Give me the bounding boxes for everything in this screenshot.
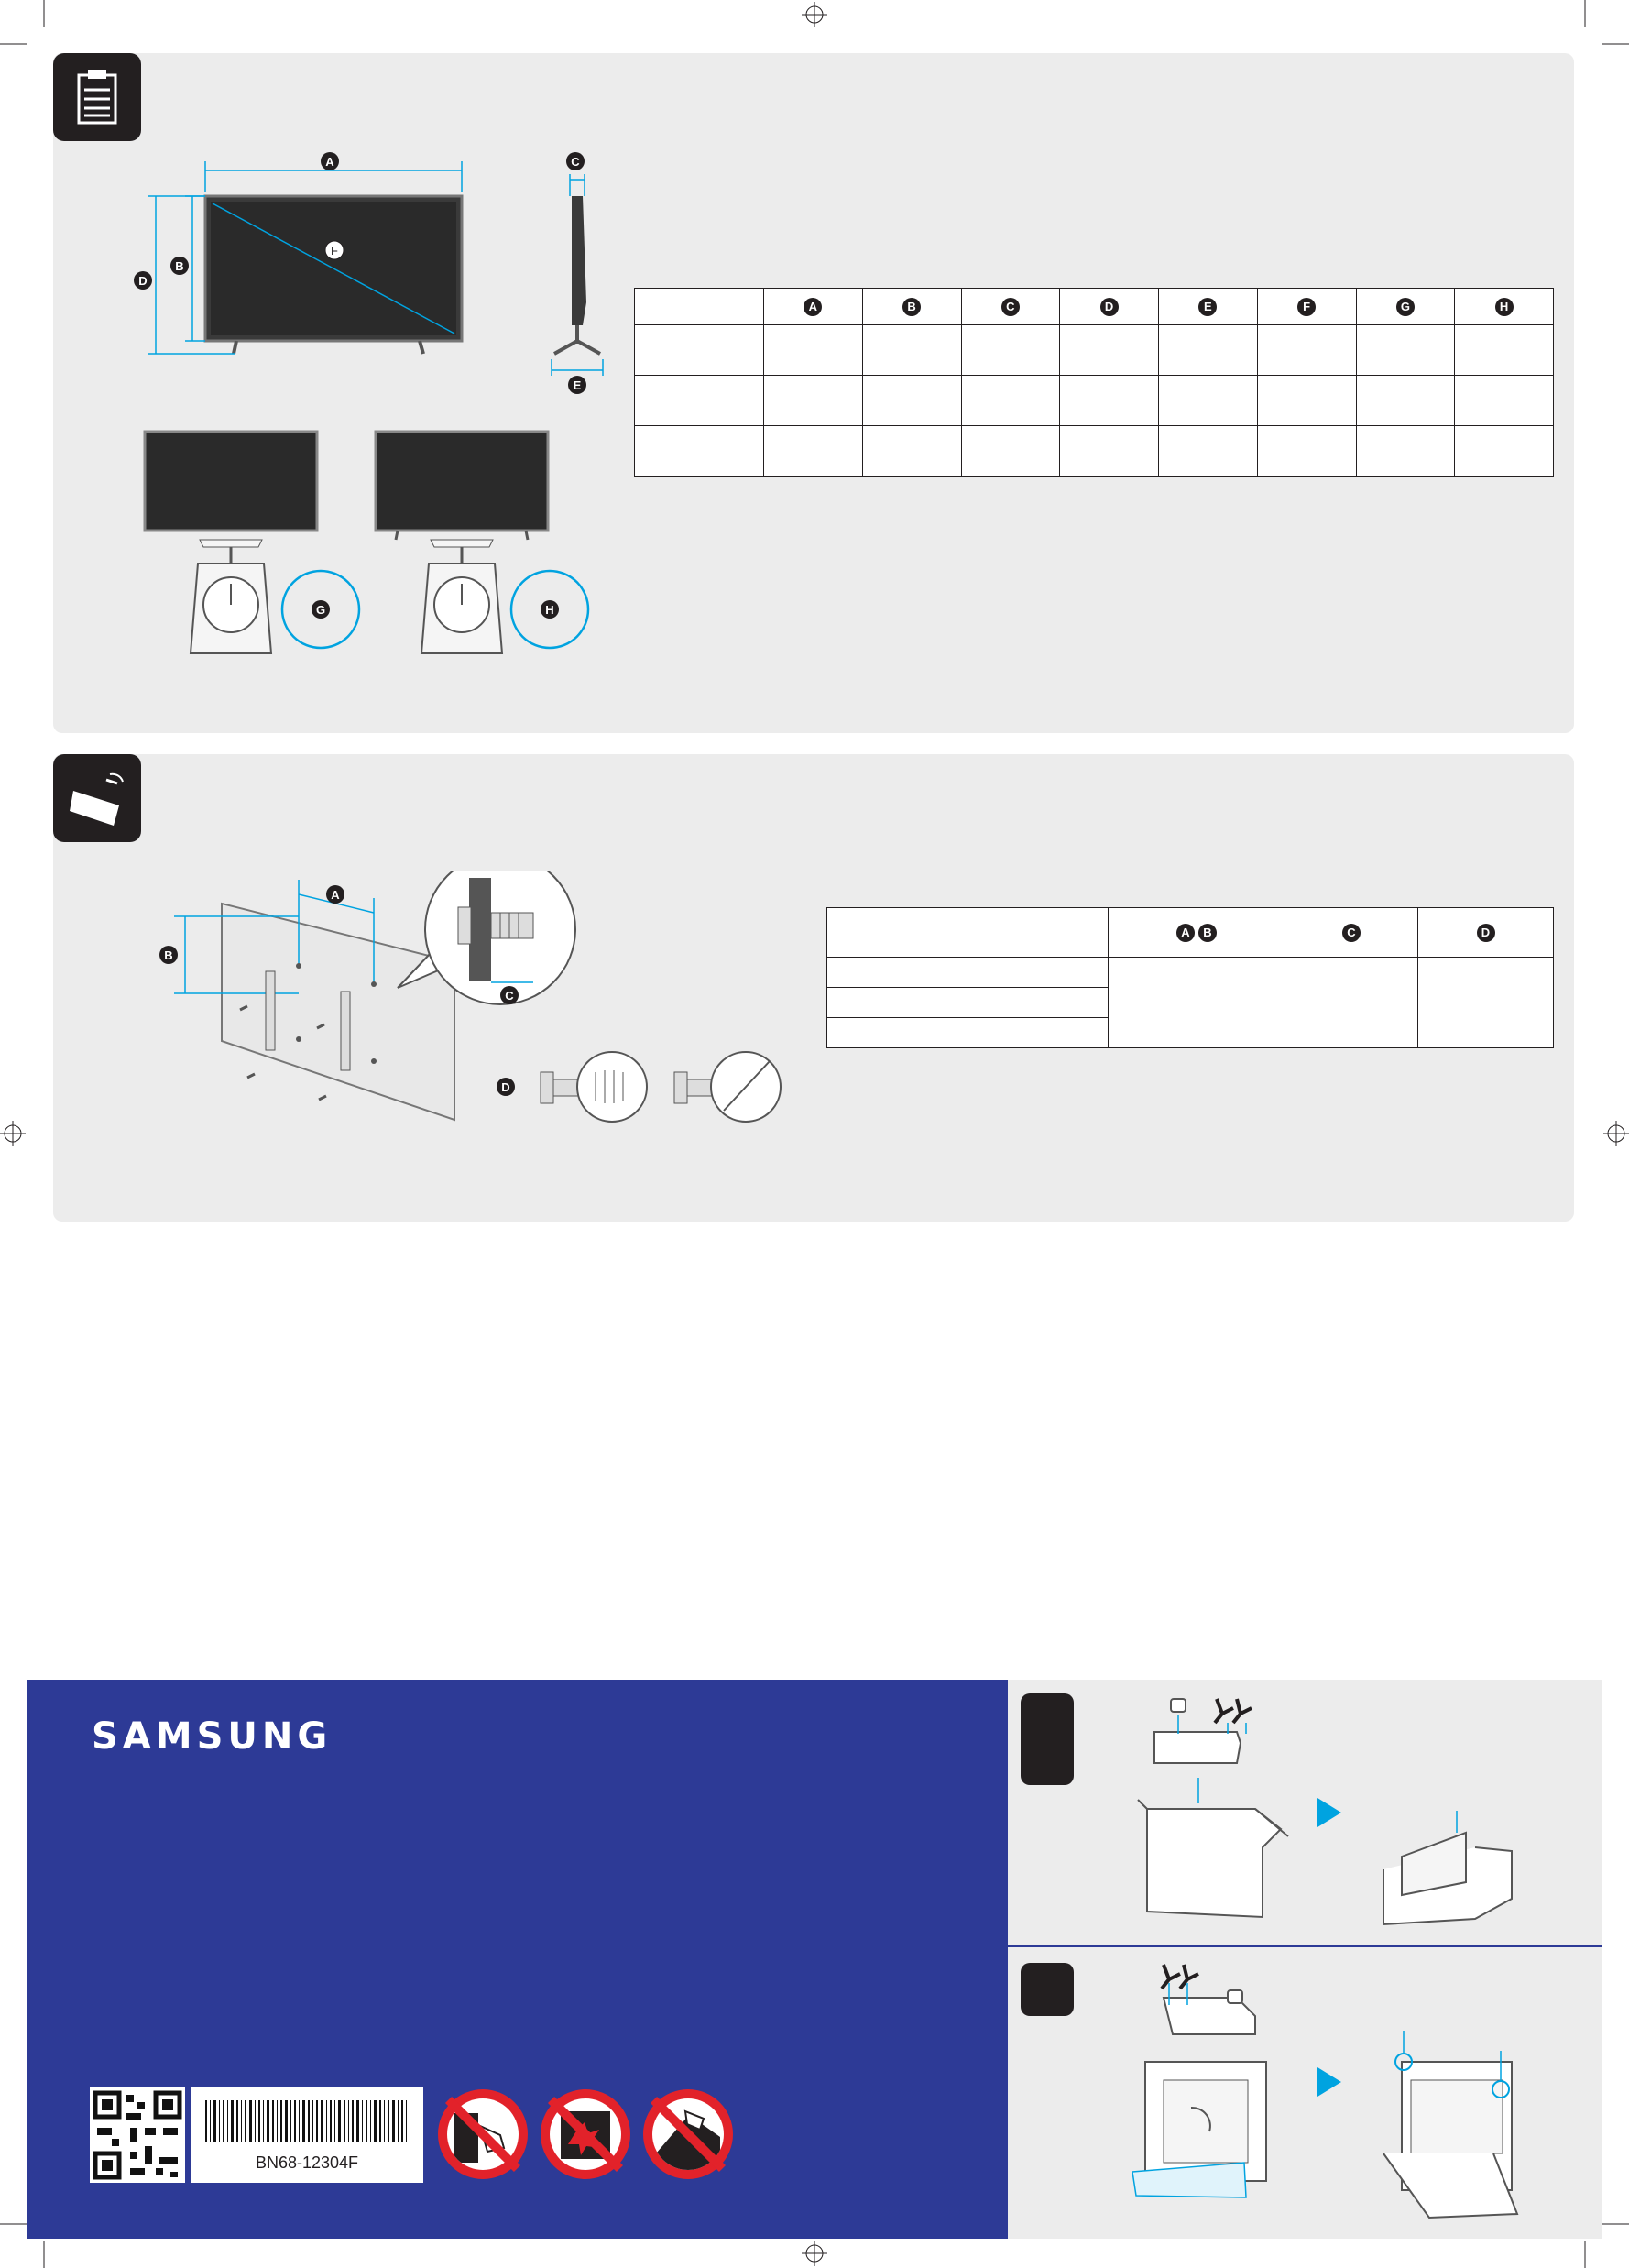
mount-badge-C bbox=[500, 986, 519, 1004]
svg-text:A: A bbox=[325, 155, 334, 169]
clipboard-icon bbox=[53, 53, 141, 141]
dimension-badge-G bbox=[312, 600, 330, 619]
mount-badge-D bbox=[497, 1078, 515, 1096]
table-row bbox=[635, 426, 1554, 477]
next-arrow-icon bbox=[1317, 1798, 1341, 1827]
svg-text:G: G bbox=[315, 603, 326, 617]
svg-text:D: D bbox=[138, 274, 148, 288]
mount-table-header-blank bbox=[827, 908, 1109, 958]
table-row bbox=[635, 325, 1554, 376]
table-header-E: E bbox=[1159, 289, 1258, 325]
svg-text:C: C bbox=[571, 155, 580, 169]
qr-code-icon bbox=[90, 2087, 185, 2183]
mount-table-header-AB: A B bbox=[1109, 908, 1285, 958]
dimension-badge-A bbox=[321, 152, 339, 170]
svg-text:F: F bbox=[331, 244, 338, 257]
table-header-D: D bbox=[1060, 289, 1159, 325]
step-1-tile bbox=[1021, 1693, 1074, 1785]
barcode-number: BN68-12304F bbox=[255, 2153, 359, 2172]
dimension-badge-F bbox=[325, 241, 344, 259]
table-header-A: A bbox=[764, 289, 863, 325]
mount-badge-A bbox=[326, 885, 344, 904]
mount-table-header-D: D bbox=[1418, 908, 1554, 958]
weight-scales-diagram bbox=[137, 426, 614, 664]
table-row bbox=[635, 376, 1554, 426]
svg-text:H: H bbox=[545, 603, 554, 617]
unpacking-step-2-diagram bbox=[1127, 1952, 1567, 2227]
dimension-badge-D bbox=[134, 271, 152, 290]
dimension-badge-B bbox=[170, 257, 189, 275]
table-header-G: G bbox=[1356, 289, 1455, 325]
samsung-logo: SAMSUNG bbox=[92, 1715, 333, 1758]
step-2-tile bbox=[1021, 1963, 1074, 2016]
next-arrow-icon bbox=[1317, 2067, 1341, 2097]
svg-text:B: B bbox=[164, 948, 173, 962]
wall-mount-table bbox=[826, 907, 1554, 1048]
svg-text:B: B bbox=[175, 259, 184, 273]
no-lift-by-screen-icon bbox=[643, 2089, 733, 2179]
barcode-icon bbox=[191, 2087, 423, 2183]
svg-text:D: D bbox=[501, 1080, 510, 1094]
table-header-F: F bbox=[1257, 289, 1356, 325]
table-header-blank bbox=[635, 289, 764, 325]
mount-badge-B bbox=[159, 946, 178, 964]
svg-text:A: A bbox=[331, 888, 340, 902]
dimension-badge-H bbox=[541, 600, 559, 619]
table-row bbox=[827, 958, 1554, 988]
tv-side-dimension-diagram bbox=[531, 147, 623, 403]
no-impact-icon bbox=[541, 2089, 630, 2179]
mount-table-header-C: C bbox=[1285, 908, 1418, 958]
svg-text:E: E bbox=[573, 378, 582, 392]
table-header-H: H bbox=[1455, 289, 1554, 325]
no-press-screen-icon bbox=[438, 2089, 528, 2179]
dimensions-table bbox=[634, 288, 1554, 477]
step-divider bbox=[1008, 1945, 1602, 1947]
table-header-C: C bbox=[961, 289, 1060, 325]
dimension-badge-C bbox=[566, 152, 585, 170]
unpacking-step-1-diagram bbox=[1127, 1686, 1567, 1934]
wall-mount-diagram bbox=[137, 871, 797, 1145]
dimension-badge-E bbox=[568, 376, 586, 394]
svg-text:C: C bbox=[505, 989, 514, 1003]
wall-mount-icon bbox=[53, 754, 141, 842]
table-header-B: B bbox=[862, 289, 961, 325]
